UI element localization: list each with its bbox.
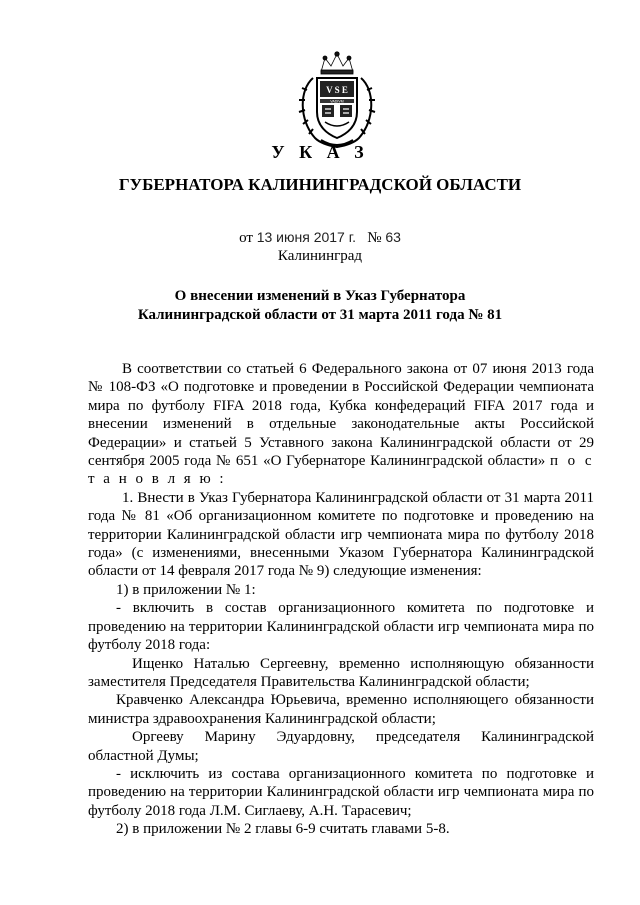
include-intro-paragraph: - включить в состав организационного комитета по подготовке и проведению на территории Калининградской области игр чемпионата мира по футболу 2018 года: — [88, 600, 594, 654]
subject-line-1: О внесении изменений в Указ Губернатора — [174, 288, 466, 304]
date-prefix: от — [239, 230, 253, 246]
decree-word: п о с т а н о в л я ю : — [88, 453, 595, 488]
decree-subject — [0, 287, 640, 325]
coat-of-arms-icon — [291, 50, 383, 150]
svg-text:V S E: V S E — [326, 85, 348, 95]
decree-number: 63 — [385, 229, 401, 245]
date-and-number-line — [0, 229, 640, 247]
decree-date: 13 июня 2017 г. — [256, 229, 357, 245]
subject-line-2: Калининградской области от 31 марта 2011 года № 81 — [137, 307, 503, 323]
decree-body — [88, 360, 594, 839]
document-type-title: У К А З — [271, 142, 369, 162]
preamble-text: В соответствии со статьей 6 Федерального закона от 07 июня 2013 года № 108-ФЗ «О подготовке и проведении в Российской Федерации чемпионата мира по футболу FIFA 2018 года, Кубка конфедераций FIFA 2017 года и внесении изменений в отдельные законодательные акты Российской Федерации» и статьей 5 Уставного закона Калининградской области от 29 сентября 2005 года № 651 «О Губернаторе Калининградской области» — [88, 361, 594, 470]
number-sign: № — [367, 230, 382, 246]
item-1-paragraph: 1. Внести в Указ Губернатора Калининградской области от 31 марта 2011 года № 81 «Об организационном комитете по подготовке и проведению на территории Калининградской области игр чемпионата мира по футболу 2018 года» (с изменениями, внесенными Указом Губернатора Калининградской области от 14 февраля 2017 года № 9) следующие изменения: — [88, 489, 594, 580]
person-2-paragraph: Кравченко Александра Юрьевича, временно исполняющего обязанности министра здравоохранения Калининградской области; — [88, 692, 594, 727]
subitem-1-paragraph: 1) в приложении № 1: — [116, 581, 256, 598]
person-3-paragraph: Оргееву Марину Эдуардовну, председателя Калининградской областной Думы; — [88, 729, 594, 764]
person-1-paragraph: Ищенко Наталью Сергеевну, временно исполняющую обязанности заместителя Председателя Правительства Калининградской области; — [88, 655, 594, 690]
svg-text:VADIVM: VADIVM — [330, 99, 344, 104]
issuer-title: ГУБЕРНАТОРА КАЛИНИНГРАДСКОЙ ОБЛАСТИ — [118, 175, 522, 194]
preamble-paragraph — [88, 360, 594, 489]
city-name: Калининград — [277, 248, 363, 264]
exclude-paragraph: - исключить из состава организационного комитета по подготовке и проведению на территории Калининградской области игр чемпионата мира по футболу 2018 года Л.М. Сиглаеву, А.Н. Тарасевич; — [88, 765, 594, 819]
subitem-2-paragraph: 2) в приложении № 2 главы 6-9 считать главами 5-8. — [116, 821, 450, 838]
